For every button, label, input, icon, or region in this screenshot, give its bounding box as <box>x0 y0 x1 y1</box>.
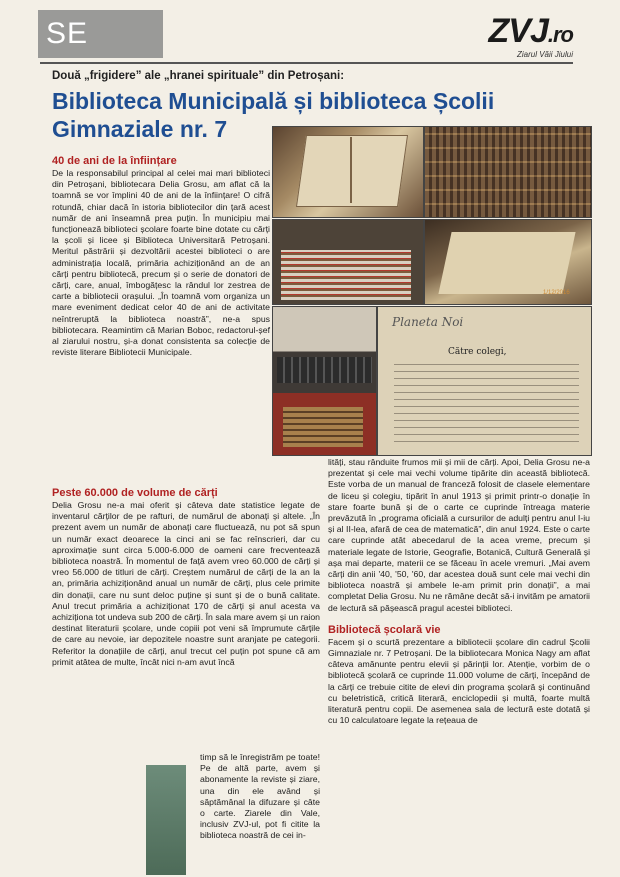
page-heading: Către colegi, <box>448 347 507 357</box>
subheading-volumes: Peste 60.000 de volume de cărți <box>52 487 218 499</box>
subheading-anniversary: 40 de ani de la înființare <box>52 155 177 167</box>
photo-strip-green <box>146 765 186 875</box>
headline: Biblioteca Municipală și biblioteca Școlii Gimnaziale nr. 7 <box>52 88 495 142</box>
date-stamp: 1/12/2016 <box>543 290 570 296</box>
photo-old-book <box>272 126 424 218</box>
header-rule <box>40 62 573 64</box>
paragraph-school-library: Facem și o scurtă prezentare a bibliotecii școlare din cadrul Școlii Gimnaziale nr. 7 Petroșani. De la bibliotecara Monica Nagy am aflat câteva amănunte pentru elevii și părinții lor. Atenție, vorbim de o bibliotecă școlară ce cuprinde 11.000 volume de cărți, începând de la cărți ce trebuie citite de elevi din programa școlară și continuând cu beletristică, critică literară, enciclopedii și multă, foarte multă literatură pentru copii. De asemenea sala de lectură este dotată și cu 10 calculatoare legate la rețeaua de <box>328 636 590 726</box>
subheading-school-library: Bibliotecă școlară vie <box>328 623 441 636</box>
masthead <box>38 10 573 60</box>
column-left-bottom <box>52 487 320 668</box>
paragraph-old-books: lități, stau rânduite frumos mii și mii de cărți. Apoi, Delia Grosu ne-a prezentat și cele mai vechi volume tipărite din această bibliotecă. Este vorba de un manual de franceză folosit de clasele elementare de liceu și colegiu, tipărit în anul 1913 și primit printr-o donație în stare foarte bună și de o carte ce cuprinde întreaga materie prevăzută în „programa oficială a cursurilor de adulți pentru anul I-iu și al II-lea, afară de cea de matematică”, din anul 1924. Este o carte care cuprinde atât abecedarul de la acea vreme, precum și materiale legate de Istorie, Geografie, Botanică, Cultură Generală și așa mai departe, materii ce se făceau în acele vremuri. „Mai avem cărți din anii '40, '50, '60, dar acestea două sunt cele mai vechi din biblioteca noastră și ambele le-am primit prin donații”, a mai completat Delia Grosu. Nu ne rămâne decât să-i invităm pe amatorii de lectură să pășească pragul acestei biblioteci. <box>328 457 590 613</box>
brand-name: ZVJ <box>488 12 548 50</box>
paragraph-anniversary: De la responsabilul principal al celei mai mari biblioteci din Petroșani, bibliotecara Delia Grosu, am aflat că la toamnă se vor împlini 40 de ani de la înființare! O cifră rotundă, chiar dacă în istoria bibliotecilor din țară acest număr de ani înseamnă prea puțin. În municipiu mai funcționează biblioteci școlare foarte bine dotate cu cărți la școli și licee și Biblioteca Universitară Petroșani. Meritul păstrării și dezvoltării acestei biblioteci o are administrația locală, primăria achiziționând an de an cărți pentru bibliotecă, precum și o serie de donatori de cărți, care, anual, îmbogățesc la rândul lor zestrea de carte a bibliotecii orașului. „În toamnă vom organiza un mare eveniment dedicat celor 40 de ani de activitate neîntreruptă la biblioteca noastră”, ne-a spus bibliotecara. Reamintim că Marian Boboc, redactorul-șef al ziarului nostru, și-a donat consistenta sa colecție de reviste literare Bibliotecii Municipale. <box>52 168 270 358</box>
paragraph-volumes: Delia Grosu ne-a mai oferit și câteva date statistice legate de inventarul cărților de pe rafturi, de numărul de abonați și altele. „În prezent avem un număr de abonați care fluctuează, nu pot să spun un număr exact deoarece la cinci ani se fac reînscrieri, dar cu aproximație sunt circa 5.000-6.000 de oameni care frecventează biblioteca noastră. În momentul de față avem vreo 60.000 de cărți și vreo 56.000 de titluri de cărți. Creștem numărul de cărți de la an la an, primăria achiziționând anual un număr de cărți, plus cele primite din donații, care nu sunt deloc puține și sunt și de o bună calitate. Anul trecut primăria a achiziționat 170 de cărți și anul acesta va achiziționa tot undeva sub 200 de cărți. În sala mare avem și un raion destinat literaturii școlare, unde copiii pot veni să împrumute cărțile de care au nevoie, iar depozitele noastre sunt aranjate pe categorii. Referitor la donațiile de cărți, anul trecut cel puțin pot spune că am primit atâtea de multe, încât nici n-am avut încă <box>52 500 320 667</box>
column-left-top <box>52 155 270 358</box>
brand-logo <box>489 14 573 59</box>
photo-shelves <box>424 126 592 218</box>
section-tag: SE <box>38 10 163 58</box>
paragraph-volumes-tail: timp să le înregistrăm pe toate! Pe de altă parte, avem și abonamente la reviste și ziare, una din ele având și săptămânal la difuzare și câte o carte. Ziarele din Vale, inclusiv ZVJ-ul, pot fi citite la biblioteca noastră de cei in- <box>200 752 320 841</box>
photo-old-page <box>377 306 592 456</box>
photo-reading-room <box>272 306 377 456</box>
photo-collage <box>272 126 590 454</box>
kicker: Două „frigidere” ale „hranei spirituale” din Petroșani: <box>52 70 345 82</box>
brand-tagline: Ziarul Văii Jiului <box>516 50 573 59</box>
column-right <box>328 457 590 726</box>
column-wrap-tail <box>200 752 320 842</box>
photo-book-stacks <box>272 219 424 305</box>
page-script: Planeta Noi <box>392 315 464 329</box>
photo-open-book <box>424 219 592 305</box>
brand-tld: .ro <box>547 22 573 47</box>
